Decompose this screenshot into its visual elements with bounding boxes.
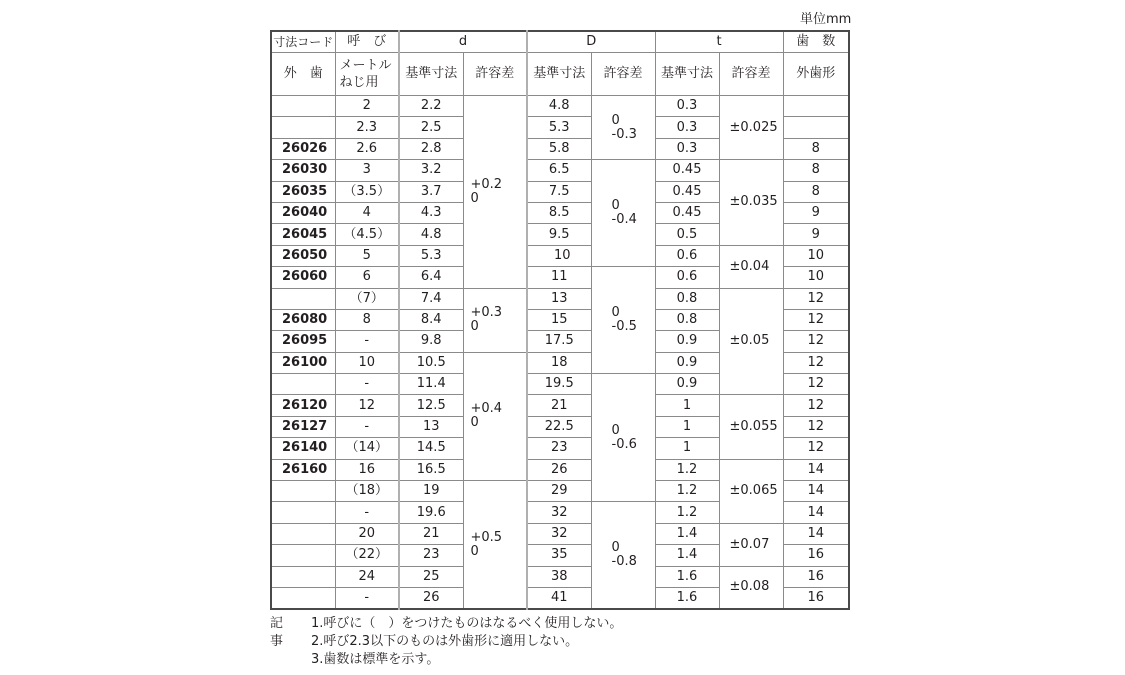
cell-t: 0.3 — [655, 96, 719, 117]
cell-D: 5.3 — [527, 117, 591, 138]
cell-D: 11 — [527, 267, 591, 288]
cell-teeth: 14 — [783, 523, 849, 544]
cell-nominal: 4 — [335, 202, 399, 223]
header-t-basic: 基準寸法 — [655, 53, 719, 96]
D-tol-lower: -0.8 — [611, 554, 637, 570]
cell-nominal: - — [335, 331, 399, 352]
D-tol-upper: 0 — [611, 422, 620, 438]
cell-t-tol: ±0.05 — [719, 288, 783, 395]
cell-d: 12.5 — [399, 395, 463, 416]
D-tol-upper: 0 — [611, 305, 620, 321]
cell-D-tol — [591, 267, 655, 374]
table-row — [271, 459, 849, 480]
cell-t: 1 — [655, 416, 719, 437]
cell-nominal: 24 — [335, 566, 399, 587]
cell-nominal: （3.5） — [335, 181, 399, 202]
cell-code: 26045 — [271, 224, 335, 245]
cell-t: 0.6 — [655, 267, 719, 288]
header-nominal-line2: ねじ用 — [339, 75, 379, 90]
cell-teeth: 12 — [783, 395, 849, 416]
cell-code — [271, 481, 335, 502]
header-code: 寸法コード — [271, 31, 335, 53]
cell-nominal: 20 — [335, 523, 399, 544]
cell-D: 23 — [527, 438, 591, 459]
cell-teeth: 14 — [783, 459, 849, 480]
cell-teeth — [783, 96, 849, 117]
cell-teeth: 12 — [783, 438, 849, 459]
cell-code — [271, 587, 335, 609]
cell-t-tol: ±0.065 — [719, 459, 783, 523]
D-tol-lower: -0.6 — [611, 436, 637, 452]
table-row — [271, 96, 849, 117]
cell-D: 38 — [527, 566, 591, 587]
cell-D: 5.8 — [527, 138, 591, 159]
cell-t: 1 — [655, 438, 719, 459]
D-tol-upper: 0 — [611, 112, 620, 128]
header-row-1 — [271, 31, 849, 53]
cell-nominal: 6 — [335, 267, 399, 288]
cell-nominal: 8 — [335, 309, 399, 330]
cell-teeth: 8 — [783, 160, 849, 181]
cell-D: 29 — [527, 481, 591, 502]
cell-t: 0.8 — [655, 288, 719, 309]
cell-code: 26060 — [271, 267, 335, 288]
cell-nominal: （4.5） — [335, 224, 399, 245]
cell-t: 0.3 — [655, 117, 719, 138]
cell-t: 0.45 — [655, 202, 719, 223]
D-tol-upper: 0 — [611, 198, 620, 214]
cell-D: 6.5 — [527, 160, 591, 181]
cell-code — [271, 96, 335, 117]
cell-code: 26095 — [271, 331, 335, 352]
header-t-tol: 許容差 — [719, 53, 783, 96]
cell-t: 1.2 — [655, 502, 719, 523]
d-tol-upper: +0.2 — [470, 176, 503, 192]
cell-D: 15 — [527, 309, 591, 330]
cell-d: 13 — [399, 416, 463, 437]
cell-teeth: 12 — [783, 374, 849, 395]
cell-t: 1.6 — [655, 566, 719, 587]
cell-code — [271, 374, 335, 395]
cell-D: 19.5 — [527, 374, 591, 395]
cell-d: 2.8 — [399, 138, 463, 159]
cell-d: 25 — [399, 566, 463, 587]
cell-code — [271, 523, 335, 544]
cell-code: 26026 — [271, 138, 335, 159]
cell-d: 16.5 — [399, 459, 463, 480]
cell-code — [271, 566, 335, 587]
cell-d-tol — [463, 96, 527, 289]
cell-t: 0.45 — [655, 160, 719, 181]
header-t: t — [655, 31, 783, 53]
header-d-basic: 基準寸法 — [399, 53, 463, 96]
cell-D: 26 — [527, 459, 591, 480]
cell-D-tol — [591, 160, 655, 267]
cell-nominal: （18） — [335, 481, 399, 502]
cell-teeth: 12 — [783, 352, 849, 373]
cell-d: 26 — [399, 587, 463, 609]
cell-t-tol: ±0.055 — [719, 395, 783, 459]
dimension-table — [270, 30, 850, 610]
notes-list — [311, 615, 622, 669]
cell-t-tol: ±0.04 — [719, 245, 783, 288]
cell-teeth: 12 — [783, 309, 849, 330]
cell-D: 18 — [527, 352, 591, 373]
cell-nominal: 5 — [335, 245, 399, 266]
cell-d: 11.4 — [399, 374, 463, 395]
cell-nominal: - — [335, 374, 399, 395]
cell-t-tol: ±0.025 — [719, 96, 783, 160]
cell-d-tol — [463, 352, 527, 480]
cell-d: 14.5 — [399, 438, 463, 459]
cell-D-tol — [591, 374, 655, 502]
cell-teeth: 16 — [783, 566, 849, 587]
cell-t: 0.8 — [655, 309, 719, 330]
d-tol-upper: +0.4 — [470, 401, 503, 417]
cell-t: 0.6 — [655, 245, 719, 266]
cell-d: 6.4 — [399, 267, 463, 288]
cell-nominal: - — [335, 587, 399, 609]
cell-t: 0.9 — [655, 352, 719, 373]
cell-t: 1.6 — [655, 587, 719, 609]
cell-nominal: 3 — [335, 160, 399, 181]
cell-d: 4.3 — [399, 202, 463, 223]
cell-code: 26140 — [271, 438, 335, 459]
cell-teeth: 12 — [783, 416, 849, 437]
d-tol-upper: +0.3 — [470, 305, 503, 321]
d-tol-lower: 0 — [470, 543, 479, 559]
D-tol-lower: -0.5 — [611, 319, 637, 335]
header-d-tol: 許容差 — [463, 53, 527, 96]
cell-d: 2.5 — [399, 117, 463, 138]
cell-code: 26035 — [271, 181, 335, 202]
cell-nominal: （22） — [335, 545, 399, 566]
cell-nominal: - — [335, 416, 399, 437]
cell-t: 1.4 — [655, 545, 719, 566]
cell-d: 23 — [399, 545, 463, 566]
cell-t-tol: ±0.08 — [719, 566, 783, 609]
cell-d: 3.7 — [399, 181, 463, 202]
d-tol-upper: +0.5 — [470, 529, 503, 545]
cell-nominal: 16 — [335, 459, 399, 480]
header-d: d — [399, 31, 527, 53]
D-tol-lower: -0.3 — [611, 126, 637, 142]
cell-code: 26080 — [271, 309, 335, 330]
cell-teeth — [783, 117, 849, 138]
cell-code: 26100 — [271, 352, 335, 373]
cell-teeth: 8 — [783, 181, 849, 202]
cell-D: 32 — [527, 523, 591, 544]
cell-D: 32 — [527, 502, 591, 523]
cell-teeth: 10 — [783, 267, 849, 288]
cell-D: 9.5 — [527, 224, 591, 245]
cell-nominal: 2.6 — [335, 138, 399, 159]
cell-teeth: 16 — [783, 587, 849, 609]
cell-code — [271, 288, 335, 309]
d-tol-lower: 0 — [470, 415, 479, 431]
header-code-external: 外 歯 — [271, 53, 335, 96]
cell-nominal: 12 — [335, 395, 399, 416]
header-D: D — [527, 31, 655, 53]
header-teeth: 歯 数 — [783, 31, 849, 53]
cell-code: 26120 — [271, 395, 335, 416]
cell-d: 2.2 — [399, 96, 463, 117]
cell-D: 10 — [527, 245, 591, 266]
cell-teeth: 10 — [783, 245, 849, 266]
cell-D: 35 — [527, 545, 591, 566]
cell-teeth: 16 — [783, 545, 849, 566]
header-row-2 — [271, 53, 849, 96]
cell-teeth: 9 — [783, 202, 849, 223]
cell-D: 7.5 — [527, 181, 591, 202]
note-item-2: 2.呼び2.3以下のものは外歯形に適用しない。 — [311, 634, 579, 649]
unit-label: 単位mm — [800, 12, 852, 27]
cell-teeth: 9 — [783, 224, 849, 245]
table-row — [271, 395, 849, 416]
header-nominal: 呼 び — [335, 31, 399, 53]
cell-code — [271, 117, 335, 138]
cell-d: 19.6 — [399, 502, 463, 523]
cell-teeth: 14 — [783, 502, 849, 523]
note-item-3: 3.歯数は標準を示す。 — [311, 652, 440, 667]
cell-D: 13 — [527, 288, 591, 309]
cell-nominal: （7） — [335, 288, 399, 309]
table-row — [271, 566, 849, 587]
cell-d-tol — [463, 288, 527, 352]
cell-code: 26040 — [271, 202, 335, 223]
cell-nominal: （14） — [335, 438, 399, 459]
cell-t: 1.2 — [655, 459, 719, 480]
cell-t: 0.45 — [655, 181, 719, 202]
D-tol-lower: -0.4 — [611, 212, 637, 228]
cell-nominal: - — [335, 502, 399, 523]
cell-d: 7.4 — [399, 288, 463, 309]
header-D-tol: 許容差 — [591, 53, 655, 96]
cell-t: 1 — [655, 395, 719, 416]
cell-d: 21 — [399, 523, 463, 544]
table-row — [271, 288, 849, 309]
cell-D: 4.8 — [527, 96, 591, 117]
cell-code — [271, 502, 335, 523]
header-nominal-line1: メートル — [339, 58, 392, 73]
note-item-1: 1.呼びに（ ）をつけたものはなるべく使用しない。 — [311, 616, 623, 631]
cell-D: 22.5 — [527, 416, 591, 437]
header-teeth-external: 外歯形 — [783, 53, 849, 96]
cell-t-tol: ±0.035 — [719, 160, 783, 246]
cell-d: 19 — [399, 481, 463, 502]
cell-code: 26160 — [271, 459, 335, 480]
cell-code: 26050 — [271, 245, 335, 266]
cell-d: 3.2 — [399, 160, 463, 181]
cell-D-tol — [591, 96, 655, 160]
cell-d: 5.3 — [399, 245, 463, 266]
cell-code: 26030 — [271, 160, 335, 181]
cell-nominal: 10 — [335, 352, 399, 373]
cell-t-tol: ±0.07 — [719, 523, 783, 566]
cell-t: 0.3 — [655, 138, 719, 159]
notes-label: 記事 — [270, 616, 284, 649]
cell-teeth: 14 — [783, 481, 849, 502]
cell-teeth: 12 — [783, 288, 849, 309]
cell-d: 4.8 — [399, 224, 463, 245]
table-row — [271, 523, 849, 544]
cell-nominal: 2.3 — [335, 117, 399, 138]
d-tol-lower: 0 — [470, 190, 479, 206]
cell-D: 21 — [527, 395, 591, 416]
cell-t: 1.4 — [655, 523, 719, 544]
header-nominal-metric — [335, 53, 399, 96]
cell-d: 9.8 — [399, 331, 463, 352]
cell-D: 17.5 — [527, 331, 591, 352]
cell-t: 0.5 — [655, 224, 719, 245]
header-D-basic: 基準寸法 — [527, 53, 591, 96]
d-tol-lower: 0 — [470, 319, 479, 335]
cell-t: 1.2 — [655, 481, 719, 502]
table-row — [271, 245, 849, 266]
cell-teeth: 12 — [783, 331, 849, 352]
cell-d: 8.4 — [399, 309, 463, 330]
cell-code: 26127 — [271, 416, 335, 437]
cell-t: 0.9 — [655, 331, 719, 352]
cell-D-tol — [591, 502, 655, 609]
cell-code — [271, 545, 335, 566]
cell-D: 8.5 — [527, 202, 591, 223]
cell-D: 41 — [527, 587, 591, 609]
cell-d: 10.5 — [399, 352, 463, 373]
cell-d-tol — [463, 481, 527, 610]
cell-teeth: 8 — [783, 138, 849, 159]
table-row — [271, 160, 849, 181]
cell-nominal: 2 — [335, 96, 399, 117]
cell-t: 0.9 — [655, 374, 719, 395]
D-tol-upper: 0 — [611, 540, 620, 556]
